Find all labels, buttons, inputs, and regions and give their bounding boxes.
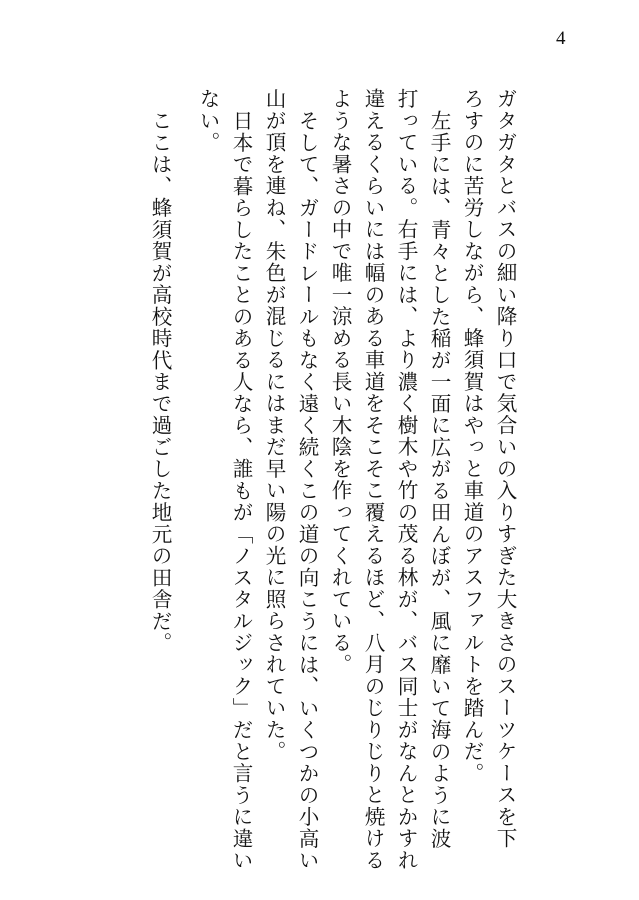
page-number: 4 (556, 28, 566, 49)
text-line: ここは、蜂須賀が高校時代まで過ごした地元の田舎だ。 (148, 110, 172, 654)
text-line: ろすのに苦労しながら、蜂須賀はやっと車道のアスファルトを踏んだ。 (460, 88, 484, 784)
text-line: 左手には、青々とした稲が一面に広がる田んぼが、風に靡いて海のように波 (427, 110, 451, 850)
text-line: ない。 (196, 88, 220, 154)
text-line: ガタガタとバスの細い降り口で気合いの入りすぎた大きさのスーツケースを下 (493, 88, 517, 850)
text-line: ような暑さの中で唯一涼める長い木陰を作ってくれている。 (328, 88, 352, 676)
text-line: 日本で暮らしたことのある人なら、誰もが「ノスタルジック」だと言うに違い (229, 110, 253, 872)
text-line: 打っている。右手には、より濃く樹木や竹の茂る林が、バス同士がなんとかすれ (394, 88, 418, 871)
text-line: 違えるくらいには幅のある車道をそこそこ覆えるほど、八月のじりじりと焼ける (361, 88, 385, 871)
text-line: そして、ガードレールもなく遠く続くこの道の向こうには、いくつかの小高い (295, 110, 319, 872)
text-line: 山が頂を連ね、朱色が混じるにはまだ早い陽の光に照らされていた。 (262, 88, 286, 763)
